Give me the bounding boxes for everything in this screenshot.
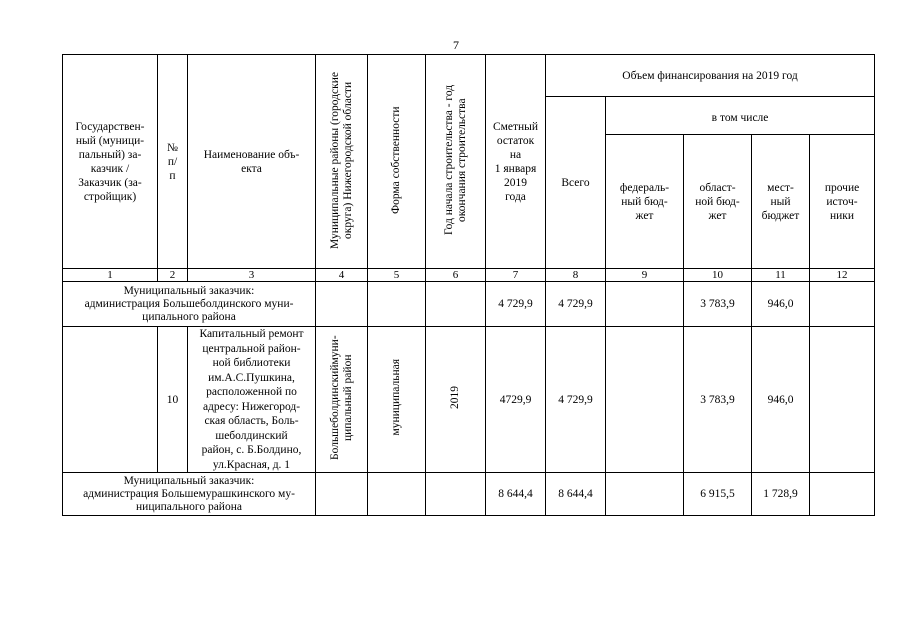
other-sources-value [810, 282, 875, 327]
header-regional-budget: област- ной бюд- жет [684, 135, 752, 269]
local-budget-value: 946,0 [752, 282, 810, 327]
federal-budget-value [606, 282, 684, 327]
header-total: Всего [546, 97, 606, 269]
header-years: Год начала строительства - год окончания строительства [426, 55, 486, 269]
header-estimate-balance: Сметный остаток на 1 января 2019 года [486, 55, 546, 269]
column-number: 5 [368, 269, 426, 282]
header-other-sources: прочие источ- ники [810, 135, 875, 269]
column-number: 11 [752, 269, 810, 282]
total-value: 4 729,9 [546, 282, 606, 327]
regional-budget-value: 6 915,5 [684, 473, 752, 516]
header-district: Муниципальные районы (городские округа) Нижегородской области [316, 55, 368, 269]
federal-budget-value [606, 473, 684, 516]
header-federal-budget: федераль- ный бюд- жет [606, 135, 684, 269]
other-sources-value [810, 327, 875, 473]
regional-budget-value: 3 783,9 [684, 327, 752, 473]
header-funding-title: Объем финансирования на 2019 год [546, 55, 875, 97]
table-row [63, 473, 875, 516]
column-number: 3 [188, 269, 316, 282]
object-name: Капитальный ремонт центральной район- ной библиотеки им.А.С.Пушкина, расположенной по адресу: Нижегород- ская область, Боль- шеболдинский район, с. Б.Болдино, ул.Красная, д. 1 [188, 327, 316, 473]
header-including: в том числе [606, 97, 875, 135]
total-value: 4 729,9 [546, 327, 606, 473]
header-row-number: № п/ п [158, 55, 188, 269]
table-row [63, 282, 875, 327]
column-number: 2 [158, 269, 188, 282]
column-number: 10 [684, 269, 752, 282]
column-number: 4 [316, 269, 368, 282]
local-budget-value: 946,0 [752, 327, 810, 473]
header-local-budget: мест- ный бюджет [752, 135, 810, 269]
header-object-name: Наименование объ- екта [188, 55, 316, 269]
column-numbers-row [63, 269, 875, 282]
federal-budget-value [606, 327, 684, 473]
estimate-balance: 4729,9 [486, 327, 546, 473]
column-number: 12 [810, 269, 875, 282]
financing-table [62, 54, 875, 516]
estimate-balance: 8 644,4 [486, 473, 546, 516]
construction-year: 2019 [426, 327, 486, 473]
customer-name: Муниципальный заказчик: администрация Большеболдинского муни- ципального района [63, 282, 316, 327]
table-row [63, 327, 875, 473]
column-number: 6 [426, 269, 486, 282]
local-budget-value: 1 728,9 [752, 473, 810, 516]
column-number: 8 [546, 269, 606, 282]
other-sources-value [810, 473, 875, 516]
row-number: 10 [158, 327, 188, 473]
ownership-form: муниципальная [368, 327, 426, 473]
page-number: 7 [453, 38, 459, 52]
district-name: Большеболдинскиймуни-ципальный район [316, 327, 368, 473]
header-customer: Государствен- ный (муници- пальный) за- казчик / Заказчик (за- стройщик) [63, 55, 158, 269]
column-number: 9 [606, 269, 684, 282]
customer-name: Муниципальный заказчик: администрация Большемурашкинского му- ниципального района [63, 473, 316, 516]
regional-budget-value: 3 783,9 [684, 282, 752, 327]
column-number: 7 [486, 269, 546, 282]
header-ownership: Форма собственности [368, 55, 426, 269]
estimate-balance: 4 729,9 [486, 282, 546, 327]
total-value: 8 644,4 [546, 473, 606, 516]
column-number: 1 [63, 269, 158, 282]
